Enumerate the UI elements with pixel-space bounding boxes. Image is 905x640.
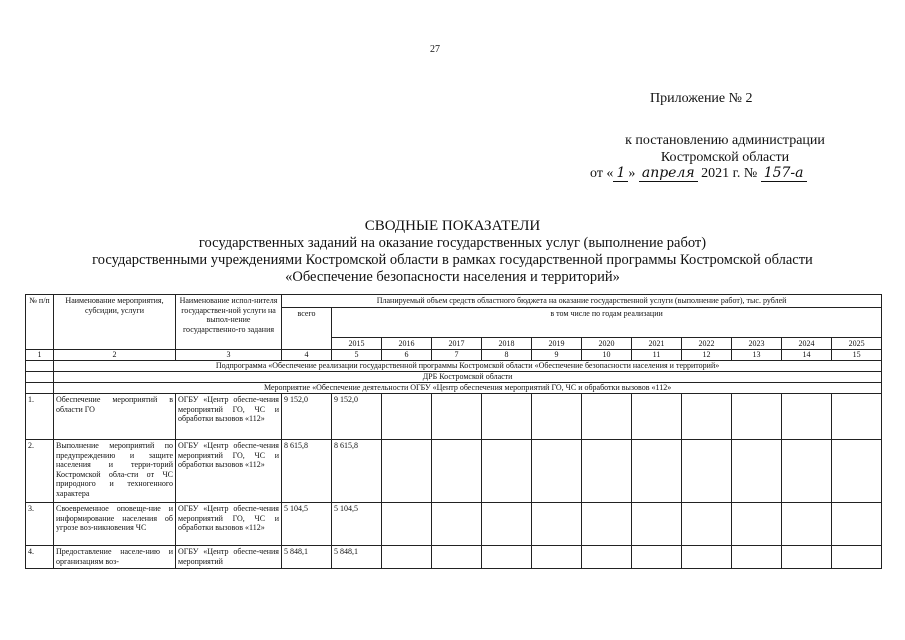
row-total: 9 152,0 [282, 394, 332, 440]
column-number: 13 [732, 350, 782, 361]
row-name: Выполнение мероприятий по предупреждению и защите населения и терри-торий Костромской обла-сти от ЧС природного и техногенного характера [54, 440, 176, 503]
column-number: 9 [532, 350, 582, 361]
header-year: 2017 [432, 337, 482, 350]
handwritten-month: апреля [639, 165, 698, 182]
header-year: 2020 [582, 337, 632, 350]
column-number: 1 [26, 350, 54, 361]
decree-line-1: к постановлению администрации [625, 133, 825, 148]
table-row [26, 440, 882, 503]
row-number: 1. [26, 394, 54, 440]
column-number: 6 [382, 350, 432, 361]
appendix-label: Приложение № 2 [650, 91, 753, 106]
admin-row [26, 372, 882, 383]
indicators-table [25, 294, 882, 569]
handwritten-day: 1 [613, 165, 628, 182]
column-number: 2 [54, 350, 176, 361]
row-2015: 8 615,8 [332, 440, 382, 503]
column-number: 12 [682, 350, 732, 361]
date-prefix: от « [590, 166, 614, 181]
header-year: 2015 [332, 337, 382, 350]
row-total: 5 848,1 [282, 546, 332, 569]
decree-date-line [590, 165, 807, 182]
column-number: 7 [432, 350, 482, 361]
page-crop-edge [0, 580, 905, 640]
row-total: 8 615,8 [282, 440, 332, 503]
table-row [26, 546, 882, 569]
column-number: 8 [482, 350, 532, 361]
header-year: 2022 [682, 337, 732, 350]
row-2015: 5 104,5 [332, 503, 382, 546]
row-total: 5 104,5 [282, 503, 332, 546]
decree-line-2: Костромской области [660, 150, 790, 165]
header-year: 2019 [532, 337, 582, 350]
row-number: 3. [26, 503, 54, 546]
handwritten-number: 157-а [761, 165, 807, 182]
table-row [26, 394, 882, 440]
header-year: 2018 [482, 337, 532, 350]
header-budget: Планируемый объем средств областного бюджета на оказание государственной услуги (выполнение работ), тыс. рублей [282, 295, 882, 308]
row-executor: ОГБУ «Центр обеспе-чения мероприятий [176, 546, 282, 569]
column-number: 14 [782, 350, 832, 361]
subprogram-row [26, 361, 882, 372]
header-executor: Наименование испол-нителя государствен-ной услуги на выпол-нение государственно-го задания [176, 295, 282, 350]
row-name: Своевременное оповеще-ние и информирование населения об угрозе воз-никновения ЧС [54, 503, 176, 546]
title-line-2: государственных заданий на оказание государственных услуг (выполнение работ) [198, 235, 707, 251]
row-executor: ОГБУ «Центр обеспе-чения мероприятий ГО, ЧС и обработки вызовов «112» [176, 394, 282, 440]
header-year: 2024 [782, 337, 832, 350]
column-number: 5 [332, 350, 382, 361]
row-name: Предоставление населе-нию и организациям воз- [54, 546, 176, 569]
header-year: 2021 [632, 337, 682, 350]
header-row-1 [26, 295, 882, 308]
column-number: 11 [632, 350, 682, 361]
date-year: 2021 г. № [701, 166, 758, 181]
table-row [26, 503, 882, 546]
header-name: Наименование мероприятия, субсидии, услуги [54, 295, 176, 350]
title-line-3: государственными учреждениями Костромской области в рамках государственной программы Костромской области [92, 252, 813, 268]
header-no: № п/п [26, 295, 54, 350]
column-numbers-row [26, 350, 882, 361]
column-number: 10 [582, 350, 632, 361]
subprogram-title: Подпрограмма «Обеспечение реализации государственной программы Костромской области «Обеспечение безопасности населения и территорий» [54, 361, 882, 372]
date-mid: » [628, 166, 636, 181]
row-2015: 9 152,0 [332, 394, 382, 440]
header-year: 2023 [732, 337, 782, 350]
row-name: Обеспечение мероприятий в области ГО [54, 394, 176, 440]
column-number: 3 [176, 350, 282, 361]
header-year: 2025 [832, 337, 882, 350]
column-number: 4 [282, 350, 332, 361]
header-year: 2016 [382, 337, 432, 350]
document-title: СВОДНЫЕ ПОКАЗАТЕЛИ [364, 218, 541, 234]
column-number: 15 [832, 350, 882, 361]
row-2015: 5 848,1 [332, 546, 382, 569]
measure-row [26, 383, 882, 394]
row-number: 4. [26, 546, 54, 569]
page-number: 27 [430, 44, 440, 55]
row-executor: ОГБУ «Центр обеспе-чения мероприятий ГО, ЧС и обработки вызовов «112» [176, 503, 282, 546]
measure-title: Мероприятие «Обеспечение деятельности ОГБУ «Центр обеспечения мероприятий ГО, ЧС и обработки вызовов «112» [54, 383, 882, 394]
decree-reference [600, 132, 850, 166]
administrator-name: ДРБ Костромской области [54, 372, 882, 383]
header-total: всего [282, 307, 332, 350]
row-executor: ОГБУ «Центр обеспе-чения мероприятий ГО, ЧС и обработки вызовов «112» [176, 440, 282, 503]
row-number: 2. [26, 440, 54, 503]
title-line-4: «Обеспечение безопасности населения и территорий» [285, 269, 620, 285]
header-by-years: в том числе по годам реализации [332, 307, 882, 337]
